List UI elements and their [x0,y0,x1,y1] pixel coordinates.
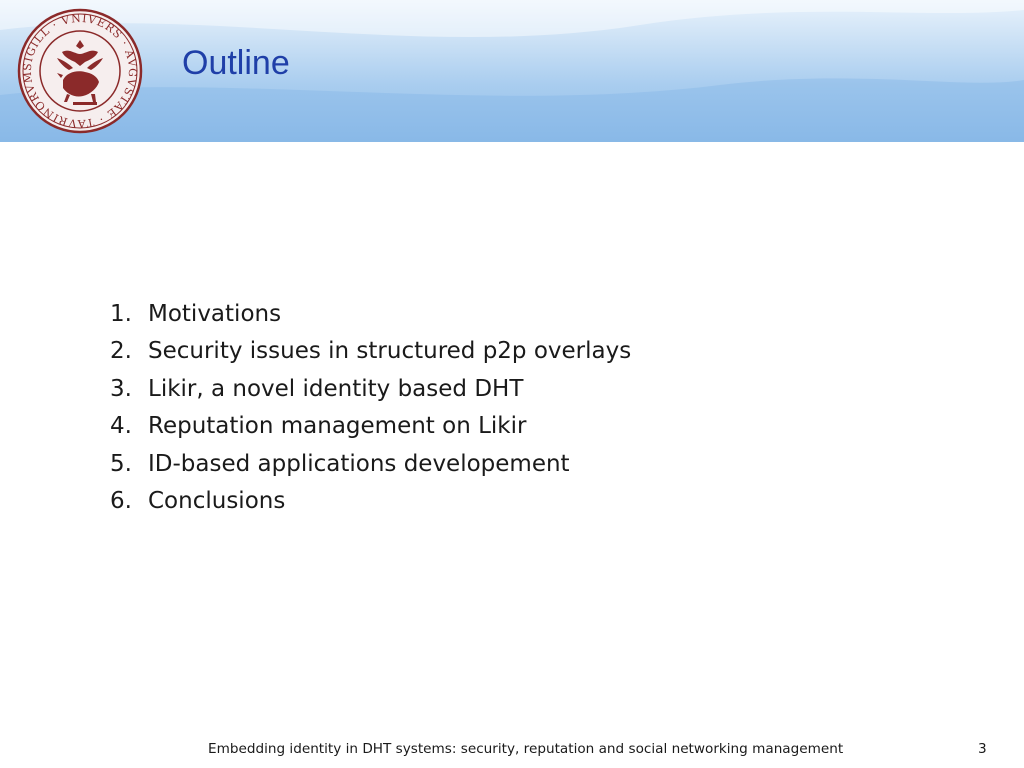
outline-item-label: Motivations [148,301,282,327]
outline-item-number: 5. [110,450,132,477]
header-band [0,0,1024,142]
outline-item [110,296,631,333]
outline-item-number: 4. [110,413,132,440]
outline-item-label: ID-based applications developement [148,450,570,477]
footer-text: Embedding identity in DHT systems: security, reputation and social networking management [208,741,844,757]
outline-item-label: Security issues in structured p2p overlays [148,338,632,365]
outline-item-label: Reputation management on Likir [148,413,527,440]
university-seal-icon [17,8,143,134]
slide-title: Outline [182,44,290,82]
outline-list [110,296,631,520]
outline-item [110,371,631,408]
outline-item-number: 3. [110,375,132,402]
outline-item [110,333,631,370]
outline-item-label: Likir, a novel identity based DHT [148,375,524,402]
outline-item-number: 2. [110,338,132,365]
header-wave-decoration [0,0,1024,142]
outline-item [110,483,631,520]
outline-item [110,446,631,483]
outline-item [110,408,631,445]
outline-item-number: 1. [110,301,132,327]
page-number: 3 [978,741,987,757]
outline-item-number: 6. [110,487,132,514]
seal-text: SIGILL · VNIVERS · AVGVSTAE · TAVRINORVM [20,11,140,131]
outline-item-label: Conclusions [148,487,286,514]
